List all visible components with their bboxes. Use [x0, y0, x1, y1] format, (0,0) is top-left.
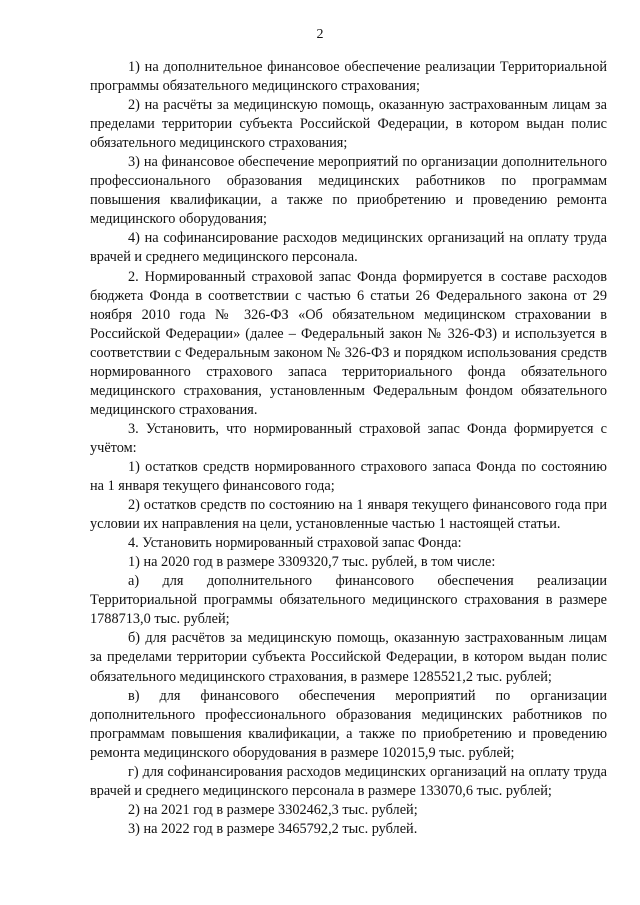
paragraph-9: 4. Установить нормированный страховой запас Фонда:	[128, 535, 462, 552]
paragraph-5: 2. Нормированный страховой запас Фонда формируется в составе расходов бюджета Фонда в соответствии с частью 6 статьи 26 Федерального закона от 29 ноября 2010 года № 326-ФЗ «Об обязательном медицинском страховании в Российской Федерации» (далее – Федеральный закон № 326-ФЗ) и используется в соответствии с Федеральным законом № 326-ФЗ и порядком использования средств нормированного страхового запаса территориального фонда обязательного медицинского страхования, установленным Федеральным фондом обязательного медицинского страхования.	[90, 268, 607, 418]
paragraph-7: 1) остатков средств нормированного страхового запаса Фонда по состоянию на 1 января текущего финансового года;	[90, 458, 607, 495]
paragraph-15: 2) на 2021 год в размере 3302462,3 тыс. рублей;	[128, 801, 418, 818]
paragraph-8: 2) остатков средств по состоянию на 1 января текущего финансового года при условии их направления на цели, установленные частью 1 настоящей статьи.	[90, 497, 607, 533]
page-number: 2	[316, 27, 324, 42]
paragraph-4: 4) на софинансирование расходов медицинских организаций на оплату труда врачей и среднего медицинского персонала.	[90, 230, 607, 266]
paragraph-3: 3) на финансовое обеспечение мероприятий по организации дополнительного профессионального образования медицинских работников по программам повышения квалификации, а также по приобретению и проведению ремонта медицинского оборудования;	[90, 154, 607, 228]
paragraph-11: а) для дополнительного финансового обеспечения реализации Территориальной программы обязательного медицинского страхования в размере 1788713,0 тыс. рублей;	[90, 573, 607, 628]
paragraph-6: 3. Установить, что нормированный страховой запас Фонда формируется с учётом:	[90, 420, 607, 456]
paragraph-12: б) для расчётов за медицинскую помощь, оказанную застрахованным лицам за пределами территории субъекта Российской Федерации, в котором выдан полис обязательного медицинского страхования, в размере 1285521,2 тыс. рублей;	[90, 630, 607, 685]
document-body	[90, 58, 607, 839]
paragraph-14: г) для софинансирования расходов медицинских организаций на оплату труда врачей и среднего медицинского персонала в размере 133070,6 тыс. рублей;	[90, 763, 607, 799]
paragraph-16: 3) на 2022 год в размере 3465792,2 тыс. рублей.	[128, 820, 418, 837]
paragraph-10: 1) на 2020 год в размере 3309320,7 тыс. рублей, в том числе:	[128, 554, 496, 571]
paragraph-2: 2) на расчёты за медицинскую помощь, оказанную застрахованным лицам за пределами территории субъекта Российской Федерации, в котором выдан полис обязательного медицинского страхования;	[90, 97, 607, 152]
paragraph-13: в) для финансового обеспечения мероприятий по организации дополнительного профессионального образования медицинских работников по программам повышения квалификации, а также по приобретению и проведению ремонта медицинского оборудования в размере 102015,9 тыс. рублей;	[90, 687, 607, 761]
paragraph-1: 1) на дополнительное финансовое обеспечение реализации Территориальной программы обязательного медицинского страхования;	[90, 59, 607, 95]
